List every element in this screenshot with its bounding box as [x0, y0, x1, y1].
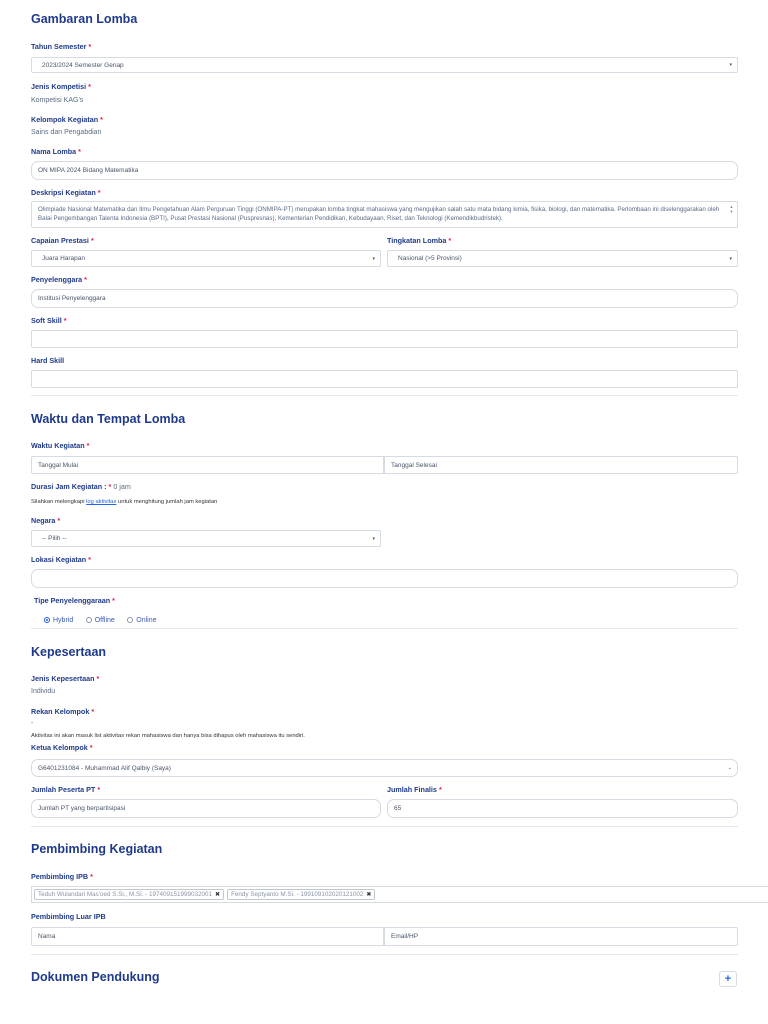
- section-title-dokumen: Dokumen Pendukung: [31, 970, 160, 984]
- nama-lomba-label: Nama Lomba *: [31, 147, 81, 156]
- section-divider: [31, 395, 738, 396]
- tahun-semester-label: Tahun Semester *: [31, 42, 92, 51]
- rekan-kelompok-label: Rekan Kelompok *: [31, 707, 95, 716]
- tingkatan-label: Tingkatan Lomba *: [387, 236, 452, 245]
- radio-unchecked-icon: [86, 617, 92, 623]
- tipe-radio-group: [44, 610, 164, 628]
- section-divider: [31, 826, 738, 827]
- durasi-note: Silahkan melengkapi log aktivitas untuk menghitung jumlah jam kegiatan: [31, 499, 218, 505]
- hard-skill-label: Hard Skill: [31, 356, 65, 365]
- pembimbing-nama-input[interactable]: Nama: [31, 927, 384, 946]
- pembimbing-tag: Fendy Septyanto M.Si. - 199109102020121002 ✖: [227, 889, 375, 900]
- ketua-kelompok-select[interactable]: G6401231084 - Muhammad Alif Qalbiy (Saya) ⌄: [31, 759, 738, 777]
- deskripsi-text: Olimpiade Nasional Matematika dan Ilmu Pengetahuan Alam Perguruan Tinggi (ONMIPA-PT) merupakan lomba tingkat mahasiswa yang mengujikan salah satu mata bidang kimia, fisika, biologi, dan matematika. Perlombaan ini diselenggarakan oleh Balai Pengembangan Talenta Indonesia (BPTI), Pusat Prestasi Nasional (Puspresnas), Kementerian Pendidikan, Kebudayaan, Riset, dan Teknologi (Kemendikbudristek).: [38, 206, 720, 222]
- waktu-kegiatan-label: Waktu Kegiatan *: [31, 441, 90, 450]
- radio-hybrid[interactable]: Hybrid: [44, 617, 73, 624]
- chevron-down-icon: ▾: [729, 62, 732, 68]
- section-title-pembimbing: Pembimbing Kegiatan: [31, 842, 163, 856]
- pembimbing-tag: Teduh Wulandari Mas'oed S.Si., M.Si. - 197409151999032001 ✖: [34, 889, 224, 900]
- section-divider: [31, 628, 738, 629]
- log-aktivitas-link[interactable]: log aktivitas: [86, 499, 117, 505]
- scroll-down-icon: ▼: [729, 209, 734, 214]
- kelompok-kegiatan-label: Kelompok Kegiatan *: [31, 115, 103, 124]
- kelompok-kegiatan-value: Sains dan Pengabdian: [31, 129, 102, 136]
- pembimbing-ipb-label: Pembimbing IPB *: [31, 872, 93, 881]
- tingkatan-select[interactable]: Nasional (>5 Provinsi) ▾: [387, 250, 738, 267]
- deskripsi-label: Deskripsi Kegiatan *: [31, 188, 101, 197]
- durasi-label: Durasi Jam Kegiatan : * 0 jam: [31, 482, 131, 491]
- pembimbing-ipb-multiselect[interactable]: [31, 886, 768, 903]
- tipe-label: Tipe Penyelenggaraan *: [34, 596, 115, 605]
- negara-label: Negara *: [31, 516, 61, 525]
- section-title-waktu: Waktu dan Tempat Lomba: [31, 412, 186, 426]
- jumlah-peserta-label: Jumlah Peserta PT *: [31, 785, 101, 794]
- capaian-select[interactable]: Juara Harapan ▾: [31, 250, 381, 267]
- penyelenggara-input[interactable]: Institusi Penyelenggara: [31, 289, 738, 308]
- rekan-kelompok-value: -: [31, 720, 34, 727]
- radio-offline[interactable]: Offline: [86, 617, 115, 624]
- hard-skill-input[interactable]: [31, 370, 738, 388]
- radio-checked-icon: [44, 617, 50, 623]
- jumlah-finalis-label: Jumlah Finalis *: [387, 785, 442, 794]
- jenis-kompetisi-value: Kompetisi KAG's: [31, 97, 84, 104]
- tahun-semester-select[interactable]: 2023/2024 Semester Genap ▾: [31, 57, 738, 73]
- textarea-scrollbar[interactable]: [728, 204, 735, 224]
- rekan-note: Aktivitas ini akan masuk list aktivitas rekan mahasiswa dan hanya bisa dihapus oleh mahasiswa itu sendiri.: [31, 733, 305, 739]
- chevron-down-icon: ▾: [372, 255, 375, 262]
- jenis-kepesertaan-label: Jenis Kepesertaan *: [31, 674, 100, 683]
- section-title-kepesertaan: Kepesertaan: [31, 645, 107, 659]
- add-dokumen-button[interactable]: +: [719, 971, 737, 987]
- pembimbing-luar-label: Pembimbing Luar IPB: [31, 912, 106, 921]
- jenis-kepesertaan-value: Individu: [31, 688, 56, 695]
- negara-select[interactable]: -- Pilih -- ▾: [31, 530, 381, 547]
- penyelenggara-label: Penyelenggara *: [31, 275, 87, 284]
- lokasi-label: Lokasi Kegiatan *: [31, 555, 91, 564]
- nama-lomba-input[interactable]: ON MIPA 2024 Bidang Matematika: [31, 161, 738, 180]
- jumlah-peserta-input[interactable]: Jumlah PT yang berpartisipasi: [31, 799, 381, 818]
- tanggal-selesai-input[interactable]: Tanggal Selesai: [384, 456, 738, 474]
- tanggal-mulai-input[interactable]: Tanggal Mulai: [31, 456, 384, 474]
- durasi-value: 0 jam: [113, 482, 131, 491]
- chevron-down-icon: ⌄: [727, 765, 732, 771]
- jenis-kompetisi-label: Jenis Kompetisi *: [31, 82, 91, 91]
- capaian-label: Capaian Prestasi *: [31, 236, 94, 245]
- soft-skill-input[interactable]: [31, 330, 738, 348]
- lokasi-input[interactable]: [31, 569, 738, 588]
- section-divider: [31, 954, 738, 955]
- radio-online[interactable]: Online: [127, 617, 156, 624]
- deskripsi-textarea[interactable]: [31, 201, 738, 228]
- remove-tag-icon[interactable]: ✖: [366, 892, 372, 898]
- radio-unchecked-icon: [127, 617, 133, 623]
- pembimbing-email-input[interactable]: Email/HP: [384, 927, 738, 946]
- chevron-down-icon: ▾: [372, 535, 375, 542]
- jumlah-finalis-input[interactable]: 65: [387, 799, 738, 818]
- soft-skill-label: Soft Skill *: [31, 316, 67, 325]
- chevron-down-icon: ▾: [729, 255, 732, 262]
- remove-tag-icon[interactable]: ✖: [215, 892, 221, 898]
- ketua-kelompok-label: Ketua Kelompok *: [31, 743, 93, 752]
- section-title-gambaran: Gambaran Lomba: [31, 12, 138, 26]
- scroll-up-icon: ▲: [729, 204, 734, 209]
